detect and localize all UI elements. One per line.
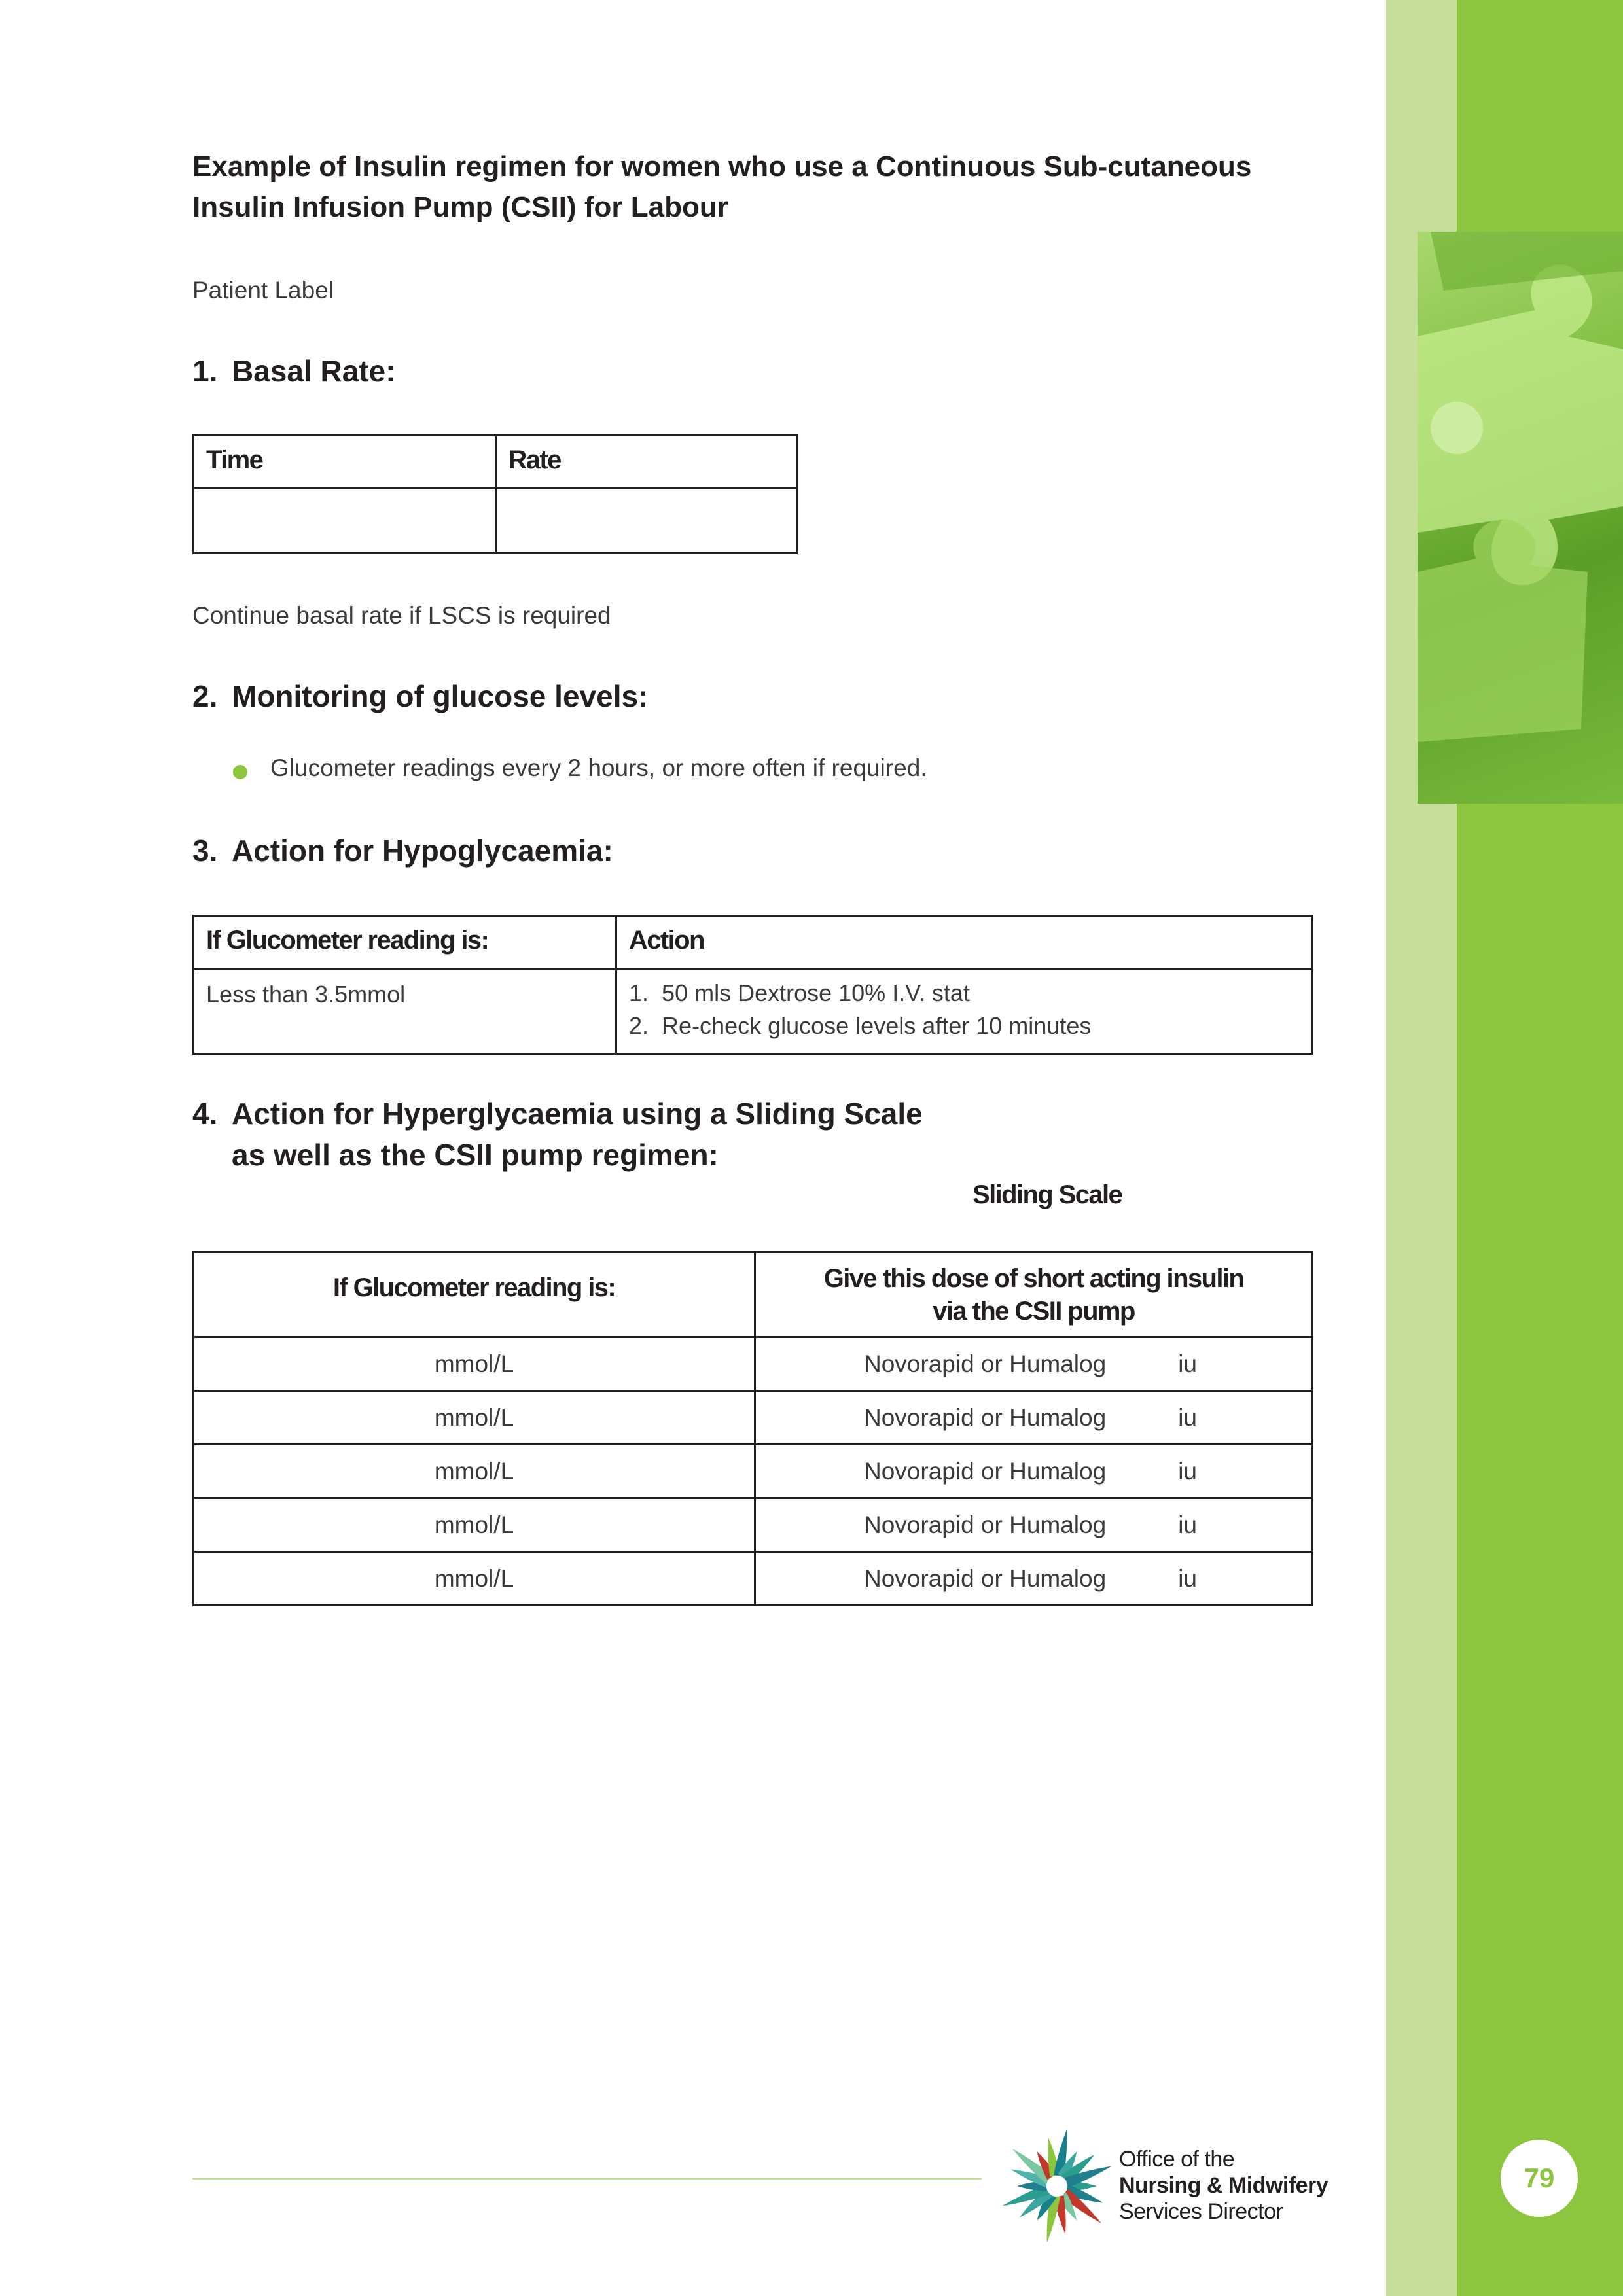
hypo-action-item: 1. 50 mls Dextrose 10% I.V. stat [629, 980, 970, 1006]
bullet-dot-icon [233, 765, 247, 779]
basal-time-header: Time [194, 436, 496, 488]
document-title-line1: Example of Insulin regimen for women who use a Continuous Sub-cutaneous [192, 150, 1252, 183]
patient-label: Patient Label [192, 277, 334, 304]
hypo-reading-cell: Less than 3.5mmol [194, 970, 616, 1054]
sliding-reading-cell[interactable]: mmol/L [194, 1445, 755, 1498]
section1-heading: Basal Rate: [232, 354, 396, 388]
footer-divider [192, 2178, 982, 2180]
section4-heading-line1: Action for Hyperglycaemia using a Sliding Scale [232, 1097, 923, 1131]
sliding-dose-header: Give this dose of short acting insulin via the CSII pump [755, 1252, 1313, 1337]
basal-time-cell[interactable] [194, 488, 496, 554]
basal-rate-cell[interactable] [495, 488, 797, 554]
page-number: 79 [1501, 2140, 1578, 2217]
sliding-reading-header: If Glucometer reading is: [194, 1252, 755, 1337]
org-name-line1: Office of the [1119, 2147, 1235, 2172]
table-row [194, 1337, 1313, 1391]
sliding-reading-cell[interactable]: mmol/L [194, 1391, 755, 1445]
document-title-line2: Insulin Infusion Pump (CSII) for Labour [192, 191, 728, 223]
sliding-dose-cell[interactable]: Novorapid or Humalog iu [755, 1337, 1313, 1391]
section2-heading: Monitoring of glucose levels: [232, 679, 649, 713]
basal-rate-table [192, 434, 798, 554]
sliding-dose-cell[interactable]: Novorapid or Humalog iu [755, 1552, 1313, 1606]
table-row [194, 1391, 1313, 1445]
sliding-scale-label: Sliding Scale [972, 1180, 1122, 1209]
section3-heading: Action for Hypoglycaemia: [232, 834, 613, 868]
basal-rate-note: Continue basal rate if LSCS is required [192, 602, 611, 629]
hypo-action-header: Action [616, 916, 1313, 970]
sliding-reading-cell[interactable]: mmol/L [194, 1498, 755, 1552]
hypo-reading-header: If Glucometer reading is: [194, 916, 616, 970]
hypo-action-item: 2. Re-check glucose levels after 10 minutes [629, 1012, 1092, 1039]
sliding-reading-cell[interactable]: mmol/L [194, 1337, 755, 1391]
sliding-dose-cell[interactable]: Novorapid or Humalog iu [755, 1391, 1313, 1445]
section2-number: 2. [192, 679, 218, 713]
section4-number: 4. [192, 1097, 218, 1131]
sliding-reading-cell[interactable]: mmol/L [194, 1552, 755, 1606]
sliding-dose-cell[interactable]: Novorapid or Humalog iu [755, 1498, 1313, 1552]
hypo-action-cell [616, 970, 1313, 1054]
sliding-dose-cell[interactable]: Novorapid or Humalog iu [755, 1445, 1313, 1498]
basal-rate-header: Rate [495, 436, 797, 488]
starburst-logo-icon [1001, 2130, 1113, 2242]
table-row [194, 1445, 1313, 1498]
section3-number: 3. [192, 834, 218, 868]
section1-number: 1. [192, 354, 218, 388]
section4-heading-line2: as well as the CSII pump regimen: [232, 1138, 719, 1172]
hypoglycaemia-table [192, 915, 1313, 1055]
sliding-scale-table [192, 1251, 1313, 1606]
puzzle-image [1418, 232, 1623, 804]
org-name-line3: Services Director [1119, 2199, 1283, 2224]
table-row [194, 1552, 1313, 1606]
table-row [194, 1498, 1313, 1552]
monitoring-bullet-text: Glucometer readings every 2 hours, or more often if required. [270, 754, 927, 781]
org-name-line2: Nursing & Midwifery [1119, 2173, 1329, 2198]
